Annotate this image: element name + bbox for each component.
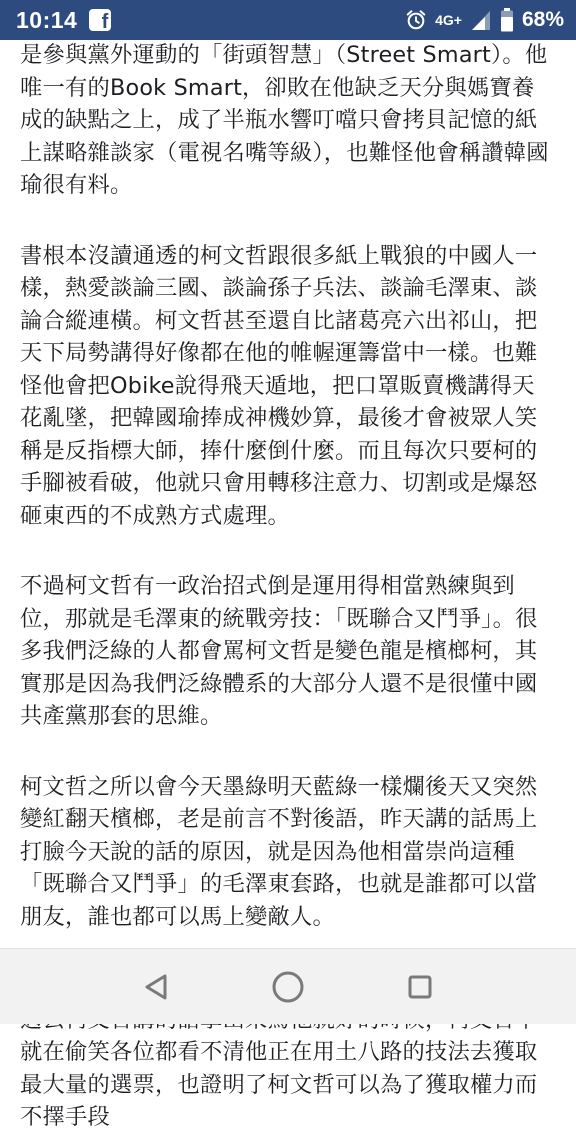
- signal-icon: [470, 9, 492, 31]
- article-paragraph: 柯文哲之所以會今天墨綠明天藍綠一樣爛後天又突然變紅翻天檳榔，老是前言不對後語，昨天講的話馬上打臉今天說的話的原因，就是因為他相當崇尚這種「既聯合又鬥爭」的毛澤東套路，也就是誰都可以當朋友，誰也都可以馬上變敵人。: [20, 773, 538, 930]
- status-right: [405, 8, 564, 32]
- article-paragraph: 不過柯文哲有一政治招式倒是運用得相當熟練與到位，那就是毛澤東的統戰旁技：「既聯合又鬥爭」。很多我們泛綠的人都會罵柯文哲是變色龍是檳榔柯，其實那是因為我們泛綠體系的大部分人還不是很懂中國共產黨那套的思維。: [20, 573, 538, 729]
- article-content[interactable]: [0, 40, 576, 1130]
- battery-percent: 68%: [521, 8, 564, 31]
- battery-icon: [500, 8, 514, 32]
- article-paragraph: 是參與黨外運動的「街頭智慧」（Street Smart）。他唯一有的Book Smart，卻敗在他缺乏天分與媽寶養成的缺點之上，成了半瓶水響叮噹只會拷貝記憶的紙上謀略雜談家（電視名嘴等級），也難怪他會稱讚韓國瑜很有料。: [20, 42, 549, 198]
- status-bar: [0, 0, 576, 40]
- home-button[interactable]: [268, 967, 308, 1007]
- alarm-icon: [405, 9, 427, 31]
- back-button[interactable]: [136, 967, 176, 1007]
- home-circle-icon: [270, 969, 306, 1005]
- facebook-icon: [89, 9, 111, 31]
- back-triangle-icon: [143, 973, 169, 1001]
- network-label: 4G+: [435, 12, 462, 28]
- status-time: 10:14: [16, 6, 78, 33]
- recents-button[interactable]: [400, 967, 440, 1007]
- navigation-bar: [0, 948, 576, 1024]
- status-left: [16, 7, 405, 34]
- article-paragraph: 就在偷笑各位都看不清他正在用土八路的技法去獲取最大量的選票，也證明了柯文哲可以為了獲取權力而不擇手段: [20, 1039, 538, 1130]
- recents-square-icon: [406, 973, 434, 1001]
- article-paragraph: 書根本沒讀通透的柯文哲跟很多紙上戰狼的中國人一樣，熱愛談論三國、談論孫子兵法、談論毛澤東、談論合縱連橫。柯文哲甚至還自比諸葛亮六出祁山，把天下局勢講得好像都在他的帷幄運籌當中一樣。也難怪他會把Obike說得飛天遁地，把口罩販賣機講得天花亂墜，把韓國瑜捧成神機妙算，最後才會被眾人笑稱是反指標大師，捧什麼倒什麼。而且每次只要柯的手腳被看破，他就只會用轉移注意力、切割或是爆怒砸東西的不成熟方式處理。: [20, 242, 538, 529]
